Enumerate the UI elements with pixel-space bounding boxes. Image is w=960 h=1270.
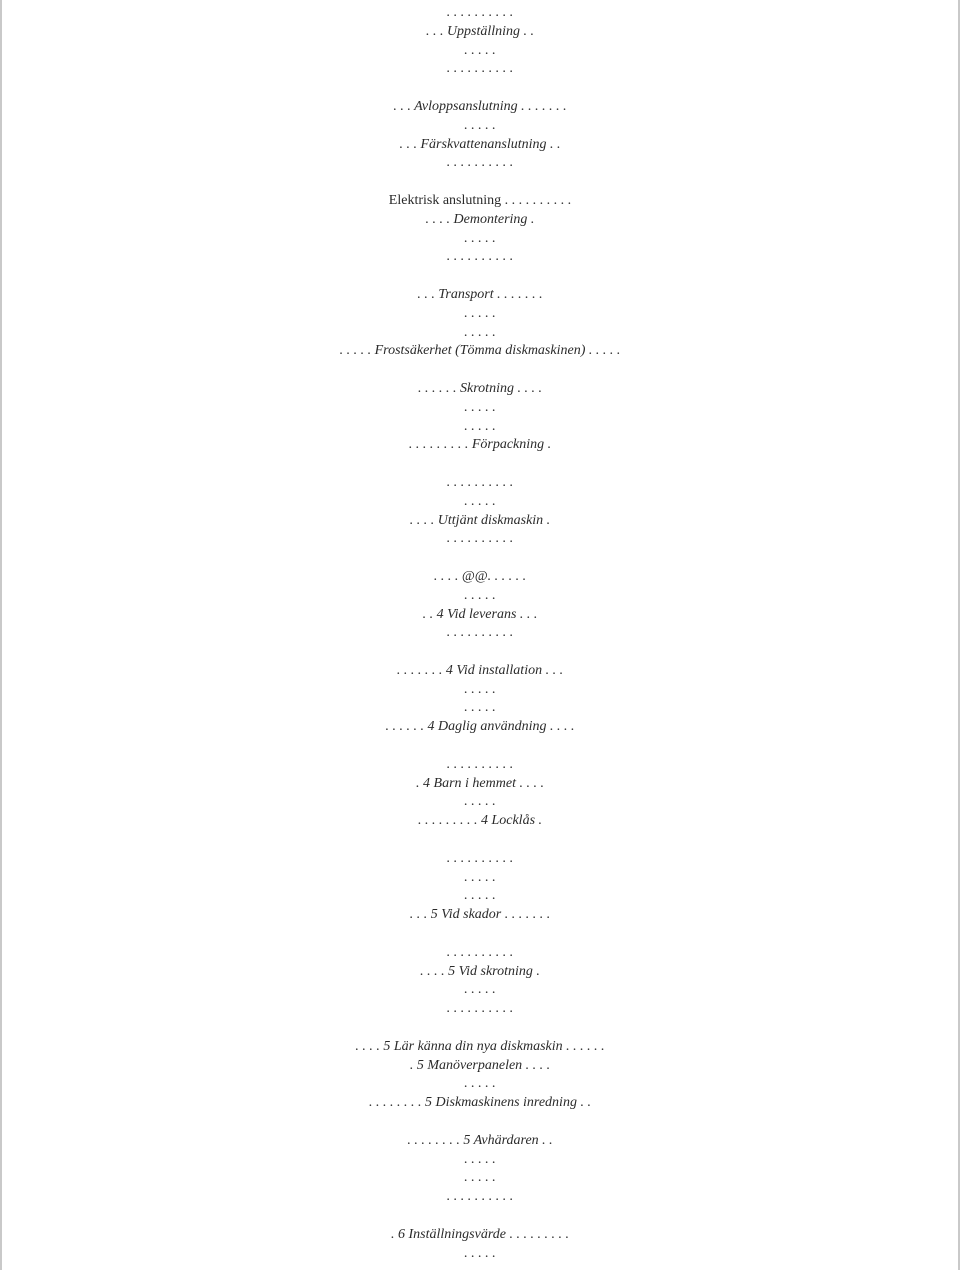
toc-line: . . . . . . . . . . [446,1189,514,1205]
toc-line: . . . . Uttjänt diskmaskin . [409,512,551,528]
toc-line: . . . . . [464,230,496,246]
toc-line: . . . . . . . . . . [446,756,514,772]
toc-line: . . . . . . . 4 Vid installation . . . [396,662,564,678]
toc-line: . . . . . . . . 5 Avhärdaren . . [407,1132,553,1148]
toc-line: . . . . . . . . . . [446,5,514,20]
toc-line: . . . . . . . . 5 Diskmaskinens inredning . . [369,1095,591,1111]
toc-line: . . . . . . 4 Daglig användning . . . . [385,719,575,735]
toc-line: . . . . . . . . . . [446,531,514,547]
toc-line: . 5 Manöverpanelen . . . . [409,1057,551,1073]
toc-line: . . . . . [464,681,496,697]
toc-spacer [0,1019,960,1038]
toc-line: . . . . . . . . . . [446,850,514,866]
toc-spacer [0,549,960,568]
toc-line: . . . . . . . . . . [446,155,514,171]
toc-line: . . . . . [464,493,496,509]
toc-line: . . . . 5 Lär känna din nya diskmaskin . . . . . . [355,1038,605,1054]
toc-line: . . . . . [464,324,496,340]
toc-line: . . . . . . . . . . [446,1001,514,1017]
toc-line: . 4 Barn i hemmet . . . . [416,775,544,791]
toc-line: . . . . . . . . . . [446,249,514,265]
toc-line: . 6 Inställningsvärde . . . . . . . . . [391,1226,569,1242]
toc-line: . . . . . [464,1245,496,1261]
toc-line: . . . . . [464,587,496,603]
toc-line: . . . . . [464,794,496,810]
toc-line: . . . Färskvattenanslutning . . [399,136,561,152]
toc-line: . . . . . [464,418,496,434]
toc-line: . . . . . . . . . 4 Locklås . [417,813,543,829]
toc-line: . . . . . [464,1076,496,1092]
toc-line: . . 4 Vid leverans . . . [422,606,538,622]
toc-line: Elektrisk anslutning . . . . . . . . . . [388,192,572,208]
toc-line: . . . . . [464,982,496,998]
toc-line: . . . . . Frostsäkerhet (Tömma diskmaskinen) . . . . . [339,343,621,359]
toc-spacer [0,831,960,850]
toc-spacer [0,173,960,192]
toc-line: . . . . . [464,869,496,885]
toc-spacer [0,361,960,380]
toc-line: . . . . . . . . . . [446,625,514,641]
toc-line: . . . 5 Vid skador . . . . . . . [409,907,551,923]
toc-line: . . . . . [464,399,496,415]
toc-line: . . . . . [464,1151,496,1167]
toc-line: . . . . @@. . . . . . [433,568,527,584]
toc-line: . . . Transport . . . . . . . [417,286,543,302]
toc-line: . . . . . [464,42,496,58]
toc-line: . . . . . [464,1170,496,1186]
toc-spacer [0,1207,960,1226]
toc-spacer [0,267,960,286]
toc-spacer [0,643,960,662]
toc-spacer [0,455,960,474]
toc-spacer [0,1113,960,1132]
toc-line: . . . Uppställning . . [425,23,535,39]
toc-spacer [0,925,960,944]
toc-line: . . . . . [464,305,496,321]
toc-line: . . . Avloppsanslutning . . . . . . . [393,98,567,114]
toc-line: . . . . . . Skrotning . . . . [418,380,542,396]
toc-line: . . . . . . . . . . [446,944,514,960]
toc-line: . . . . . [464,700,496,716]
toc-line: . . . . . . . . . Förpackning . [408,437,552,453]
toc-line: . . . . 5 Vid skrotning . [420,963,540,979]
toc-line: . . . . . [464,888,496,904]
toc-line: . . . . Demontering . [425,211,535,227]
table-of-contents [0,4,960,1263]
toc-line: . . . . . . . . . . [446,474,514,490]
toc-spacer [0,737,960,756]
toc-line: . . . . . [464,117,496,133]
toc-line: . . . . . . . . . . [446,61,514,77]
toc-spacer [0,79,960,98]
